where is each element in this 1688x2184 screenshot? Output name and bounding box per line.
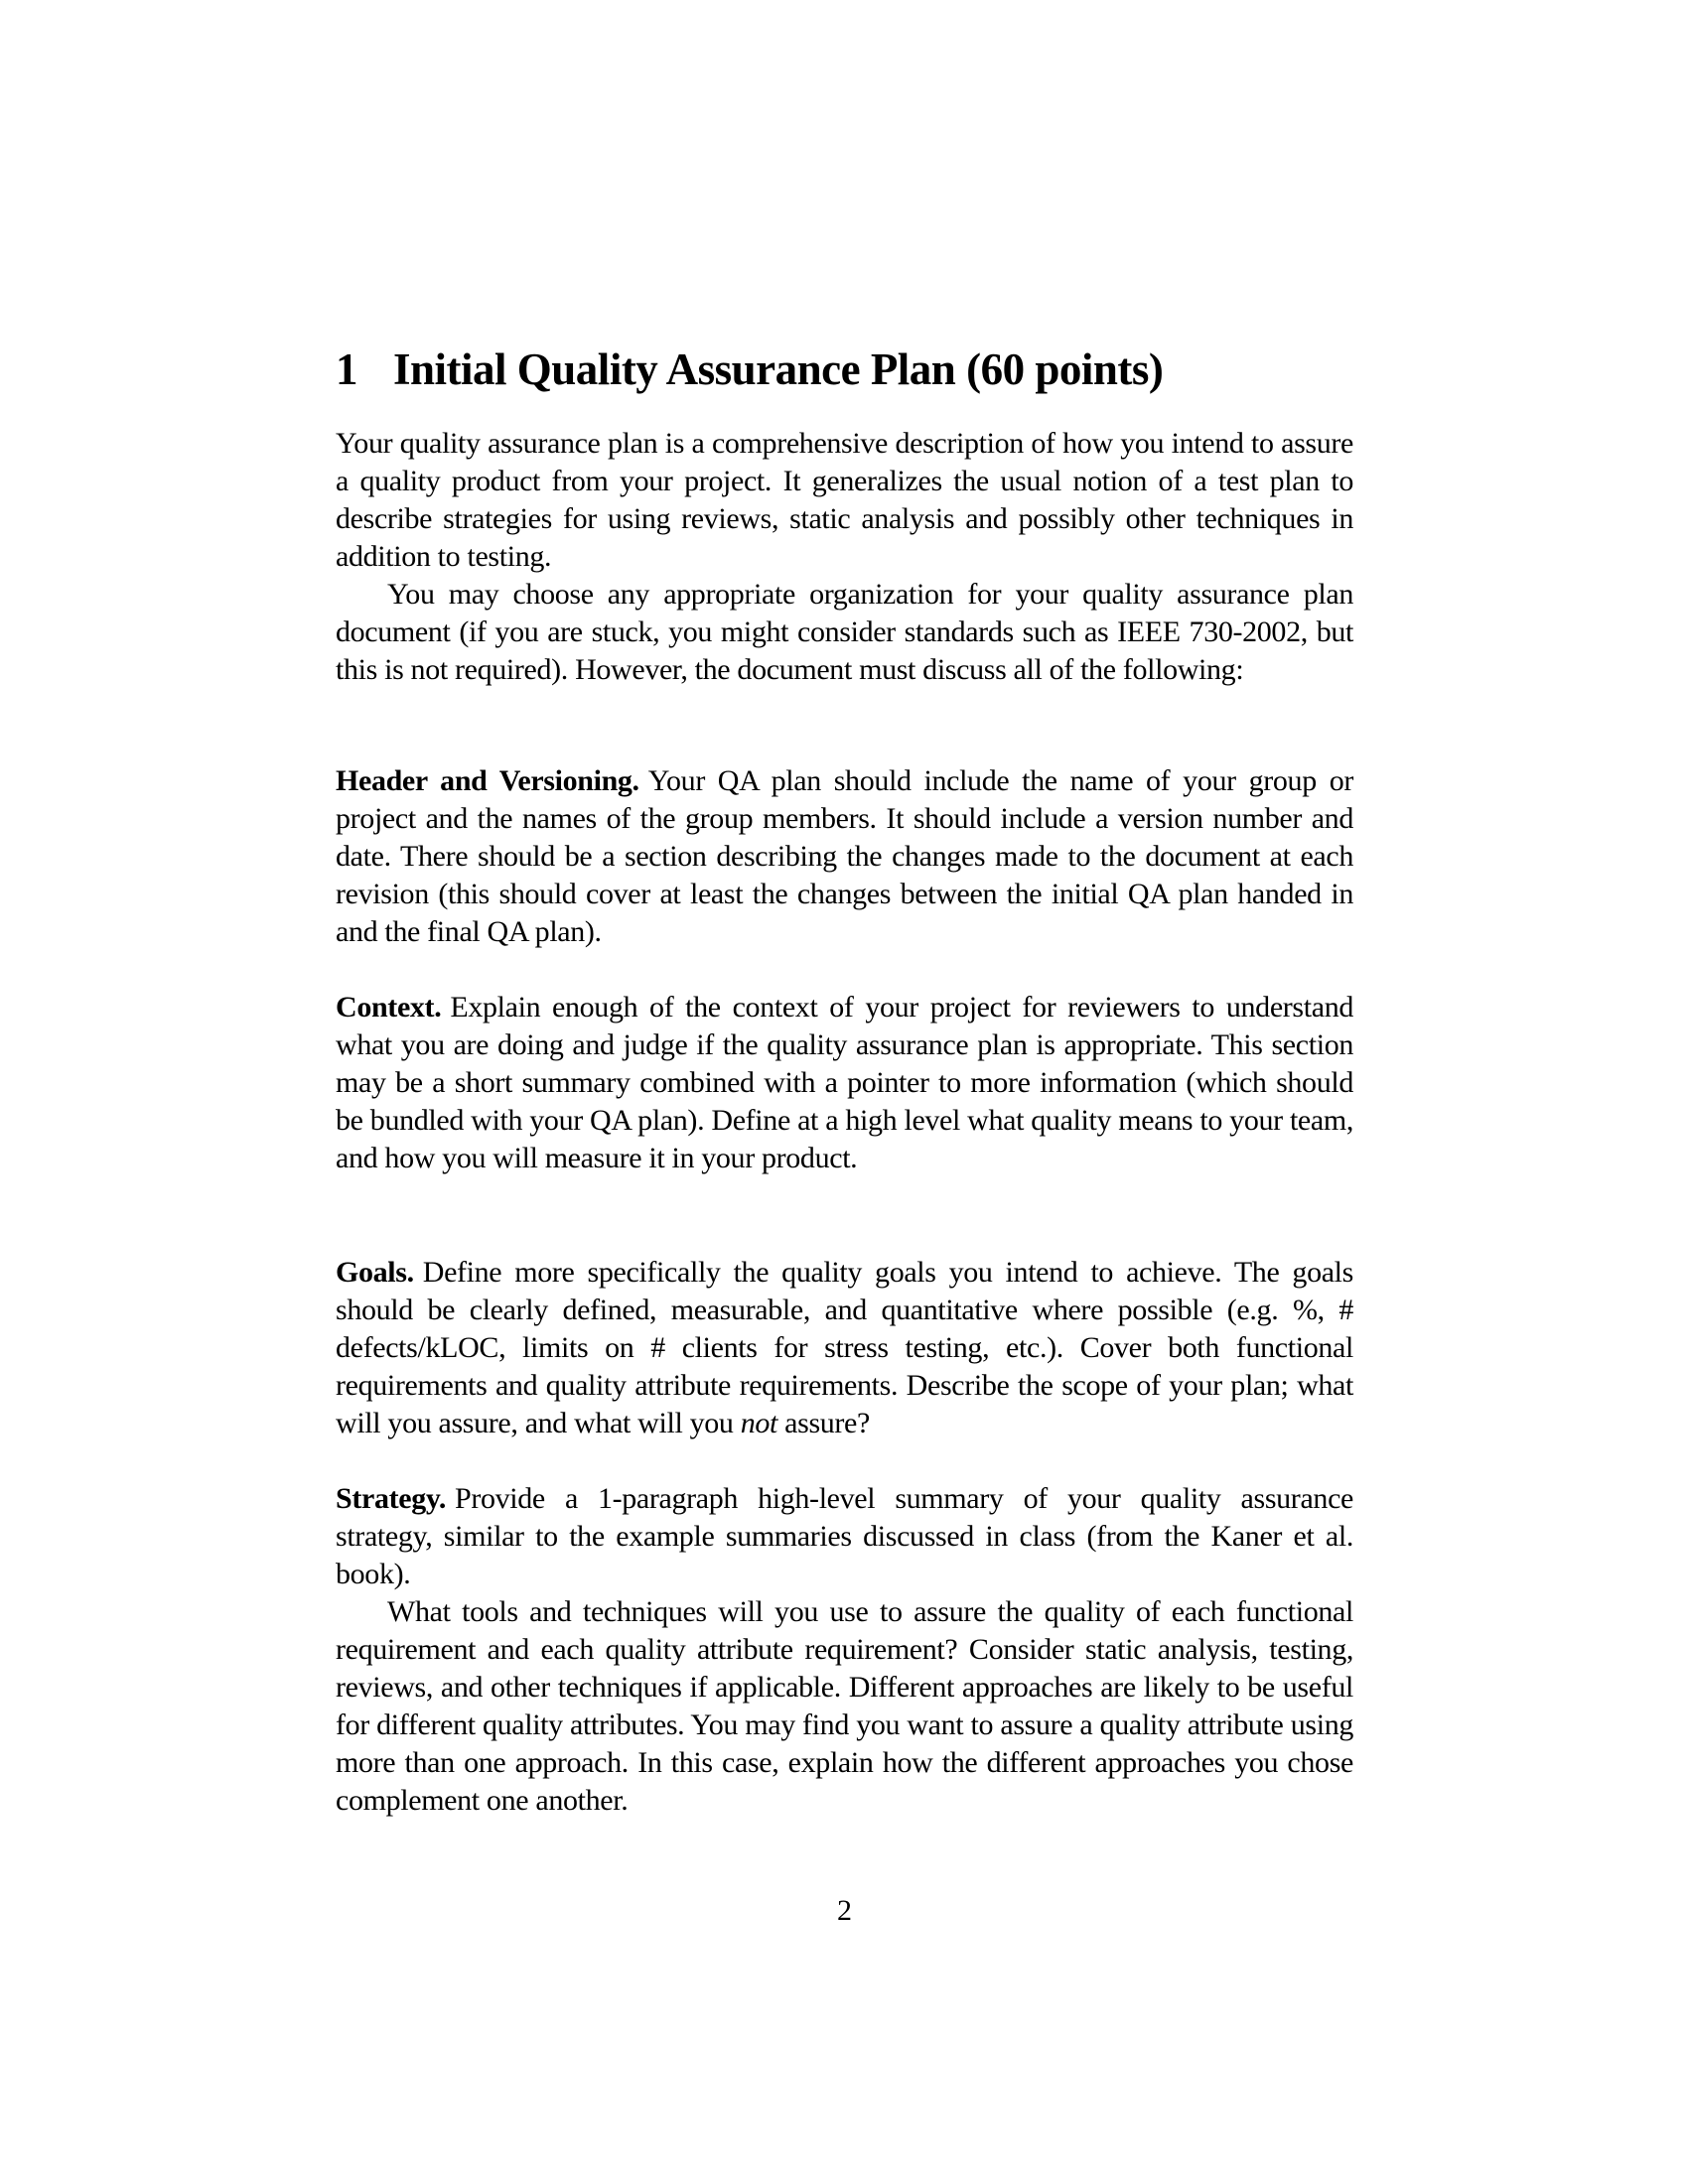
paragraph-body-2: What tools and techniques will you use to assure the quality of each functional requirement and each quality attribute requirement? Consider static analysis, testing, reviews, and other techniques if applicable. Different approaches are likely to be useful for different quality attributes. You may find you want to assure a quality attribute using more than one approach. In this case, explain how the different approaches you chose complement one another.: [336, 1595, 1353, 1817]
intro-block: [336, 425, 1353, 689]
paragraph-body-end: assure?: [784, 1407, 870, 1439]
section-number: 1: [336, 344, 357, 394]
paragraph-header-versioning: [336, 762, 1353, 951]
paragraph-text: [336, 762, 1353, 951]
paragraph-goals: [336, 1254, 1353, 1442]
section-title: Initial Quality Assurance Plan (60 points): [393, 344, 1164, 394]
run-in-heading: Context.: [336, 991, 442, 1024]
section-heading: [336, 343, 1353, 395]
run-in-heading: Strategy.: [336, 1482, 446, 1515]
paragraph-body: Your QA plan should include the name of your group or project and the names of the group members. It should include a version number and date. There should be a section describing the changes made to the document at each revision (this should cover at least the changes between the initial QA plan handed in and the final QA plan).: [336, 764, 1353, 948]
intro-paragraph-2: You may choose any appropriate organization for your quality assurance plan document (if you are stuck, you might consider standards such as IEEE 730-2002, but this is not required). However, the document must discuss all of the following:: [336, 578, 1353, 686]
paragraph-context: [336, 989, 1353, 1177]
page-number: 2: [837, 1894, 852, 1927]
run-in-heading: Goals.: [336, 1256, 414, 1289]
italic-word: not: [740, 1407, 777, 1439]
paragraph-body: Provide a 1-paragraph high-level summary of your quality assurance strategy, similar to the example summaries discussed in class (from the Kaner et al. book).: [336, 1482, 1353, 1590]
run-in-heading: Header and Versioning.: [336, 764, 639, 797]
intro-paragraph-1: Your quality assurance plan is a comprehensive description of how you intend to assure a quality product from your project. It generalizes the usual notion of a test plan to describe strategies for using reviews, static analysis and possibly other techniques in addition to testing.: [336, 427, 1353, 573]
paragraph-body: Define more specifically the quality goals you intend to achieve. The goals should be clearly defined, measurable, and quantitative where possible (e.g. %, # defects/kLOC, limits on # clients for stress testing, etc.). Cover both functional requirements and quality attribute requirements. Describe the scope of your plan; what will you assure, and what will you: [336, 1256, 1353, 1439]
paragraph-text: [336, 989, 1353, 1177]
text-column: [336, 0, 1353, 2184]
paragraph-text: [336, 1480, 1353, 1593]
paragraph-body: Explain enough of the context of your project for reviewers to understand what you are doing and judge if the quality assurance plan is appropriate. This section may be a short summary combined with a pointer to more information (which should be bundled with your QA plan). Define at a high level what quality means to your team, and how you will measure it in your product.: [336, 991, 1353, 1174]
paragraph-strategy: [336, 1480, 1353, 1820]
paragraph-text: [336, 1254, 1353, 1442]
